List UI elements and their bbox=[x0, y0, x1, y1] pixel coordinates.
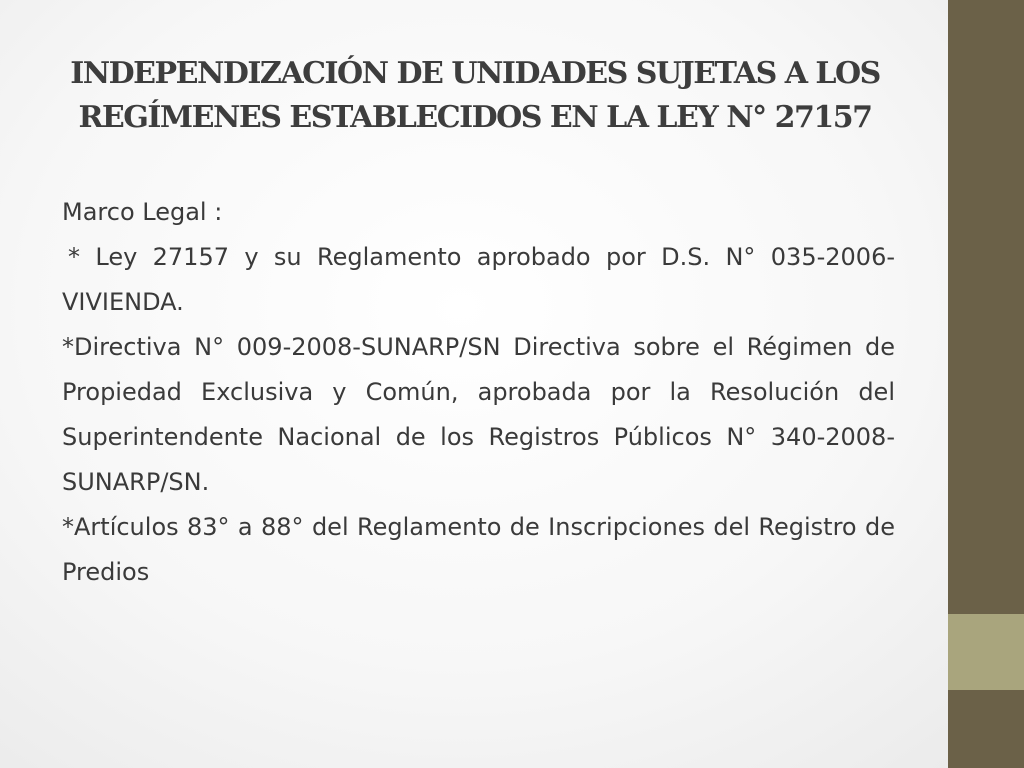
body-item-directiva: *Directiva N° 009-2008-SUNARP/SN Directiva sobre el Régimen de Propiedad Exclusiva y Común, aprobada por la Resolución del Superintendente Nacional de los Registros Públicos N° 340-2008-SUNARP/SN. bbox=[62, 333, 895, 496]
body-item-ley-27157: * Ley 27157 y su Reglamento aprobado por D.S. N° 035-2006-VIVIENDA. bbox=[62, 243, 895, 316]
slide-title bbox=[40, 52, 910, 140]
body-heading-marco-legal: Marco Legal : bbox=[62, 198, 223, 226]
slide-title-line-1: INDEPENDIZACIÓN DE UNIDADES SUJETAS A LOS bbox=[70, 56, 880, 91]
slide-title-line-2: REGÍMENES ESTABLECIDOS EN LA LEY N° 27157 bbox=[78, 100, 872, 135]
body-item-articulos: *Artículos 83° a 88° del Reglamento de Inscripciones del Registro de Predios bbox=[62, 513, 895, 586]
slide-body bbox=[62, 190, 895, 595]
decorative-sidebar-accent bbox=[948, 614, 1024, 690]
